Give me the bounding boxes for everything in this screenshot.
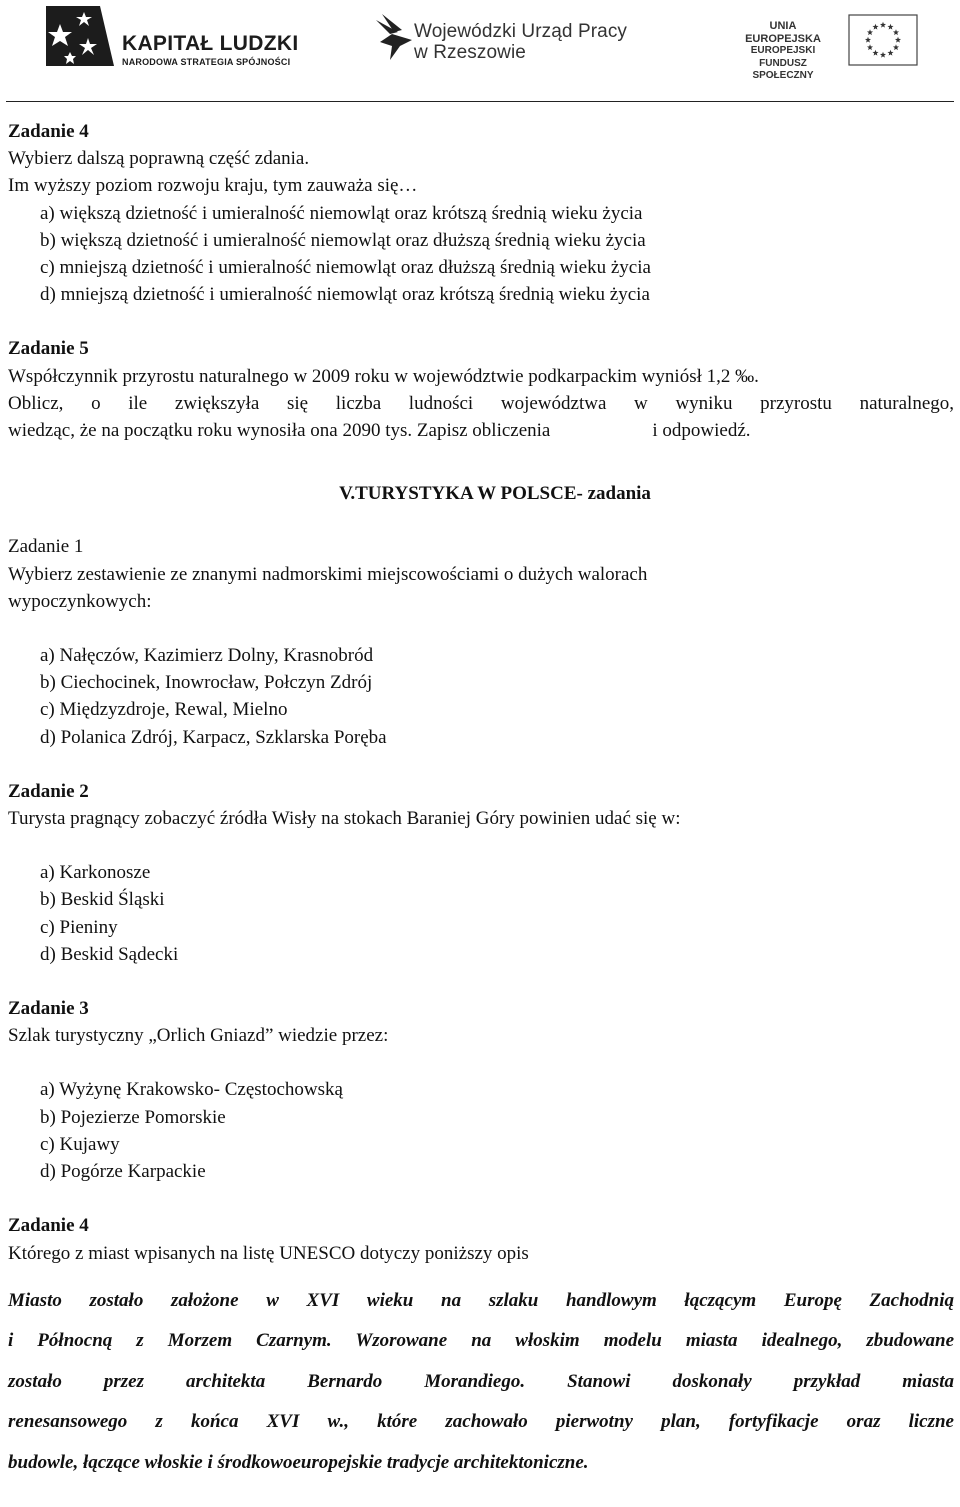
tourism-task-3-option-a: a) Wyżynę Krakowsko- Częstochowską [40,1079,343,1101]
task-5-line-3b: i odpowiedź. [652,420,751,442]
eu-line-3: FUNDUSZ SPOŁECZNY [752,57,814,81]
tourism-task-2-option-a: a) Karkonosze [40,862,151,884]
wup-line-2: w Rzeszowie [414,42,526,63]
task-5-line-2: Oblicz, o ile zwiększyła się liczba ludności województwa w wyniku przyrostu naturalnego, [8,392,954,414]
wup-bird-icon [372,12,416,62]
eu-line-2: EUROPEJSKI [750,45,816,56]
tourism-task-2-option-d: d) Beskid Sądecki [40,943,179,965]
tourism-task-3-option-d: d) Pogórze Karpackie [40,1161,206,1183]
tourism-task-1-option-a: a) Nałęczów, Kazimierz Dolny, Krasnobród [40,645,374,667]
kapital-ludzki-subtitle: NARODOWA STRATEGIA SPÓJNOŚCI [122,57,291,67]
task-5-line-1: Współczynnik przyrostu naturalnego w 2009 roku w województwie podkarpackim wyniósł 1,2 ‰. [8,365,759,387]
tourism-task-2-stem: Turysta pragnący zobaczyć źródła Wisły na stokach Baraniej Góry powinien udać się w: [8,808,681,830]
eu-text [732,20,834,83]
task-4-option-a: a) większą dzietność i umieralność niemowląt oraz krótszą średnią wieku życia [40,202,643,224]
tourism-task-4-description [8,1281,954,1484]
tourism-task-2-option-c: c) Pieniny [40,916,118,938]
tourism-task-3-option-b: b) Pojezierze Pomorskie [40,1106,226,1128]
eu-logo [732,14,932,81]
tourism-task-2-title: Zadanie 2 [8,780,89,802]
tourism-task-4-title: Zadanie 4 [8,1215,89,1237]
kapital-ludzki-logo [44,4,314,68]
wup-rzeszow-logo [372,8,652,68]
tourism-task-4-stem: Którego z miast wpisanych na listę UNESCO dotyczy poniższy opis [8,1242,529,1264]
task-5-line-3 [8,417,954,444]
tourism-task-3-stem: Szlak turystyczny „Orlich Gniazd” wiedzie przez: [8,1025,389,1047]
task-4-stem: Im wyższy poziom rozwoju kraju, tym zauważa się… [8,175,418,197]
page-header [0,0,960,100]
header-rule [6,101,954,102]
task-4-option-c: c) mniejszą dzietność i umieralność niemowląt oraz dłuższą średnią wieku życia [40,257,651,279]
eu-line-1: UNIA EUROPEJSKA [745,20,821,45]
tourism-task-3-title: Zadanie 3 [8,998,89,1020]
tourism-task-1-line-2: wypoczynkowych: [8,590,152,612]
tourism-task-1-line-1: Wybierz zestawienie ze znanymi nadmorskimi miejscowościami o dużych walorach [8,563,648,585]
description-line-2: i Północną z Morzem Czarnym. Wzorowane na włoskim modelu miasta idealnego, zbudowane [8,1330,954,1352]
task-4-option-d: d) mniejszą dzietność i umieralność niemowląt oraz krótszą średnią wieku życia [40,284,650,306]
wup-title [414,21,627,63]
description-line-4: renesansowego z końca XVI w., które zachowało pierwotny plan, fortyfikacje oraz liczne [8,1411,954,1433]
tourism-task-2-option-b: b) Beskid Śląski [40,889,165,911]
task-4-instruction: Wybierz dalszą poprawną część zdania. [8,148,310,170]
tourism-task-1-option-b: b) Ciechocinek, Inowrocław, Połczyn Zdrój [40,672,373,694]
eu-flag-icon [848,14,918,66]
tourism-task-1-title: Zadanie 1 [8,536,84,558]
kapital-ludzki-emblem-icon [44,4,118,68]
description-line-3: zostało przez architekta Bernardo Morandiego. Stanowi doskonały przykład miasta [8,1370,954,1392]
description-line-1: Miasto zostało założone w XVI wieku na szlaku handlowym łączącym Europę Zachodnią [8,1289,954,1311]
task-4-title: Zadanie 4 [8,121,89,142]
kapital-ludzki-title: KAPITAŁ LUDZKI [122,32,299,55]
tourism-task-1-option-c: c) Międzyzdroje, Rewal, Mielno [40,699,288,721]
description-line-5: budowle, łączące włoskie i środkowoeuropejskie tradycje architektoniczne. [8,1451,589,1473]
task-5-line-3a: wiedząc, że na początku roku wynosiła ona 2090 tys. Zapisz obliczenia [8,420,551,442]
wup-line-1: Wojewódzki Urząd Pracy [414,21,628,42]
tourism-task-1-option-d: d) Polanica Zdrój, Karpacz, Szklarska Poręba [40,726,387,748]
task-4-option-b: b) większą dzietność i umieralność niemowląt oraz dłuższą średnią wieku życia [40,229,646,251]
section-heading: V.TURYSTYKA W POLSCE- zadania [339,483,651,505]
task-5-title: Zadanie 5 [8,338,89,360]
document-body [8,118,954,1483]
tourism-task-3-option-c: c) Kujawy [40,1133,120,1155]
